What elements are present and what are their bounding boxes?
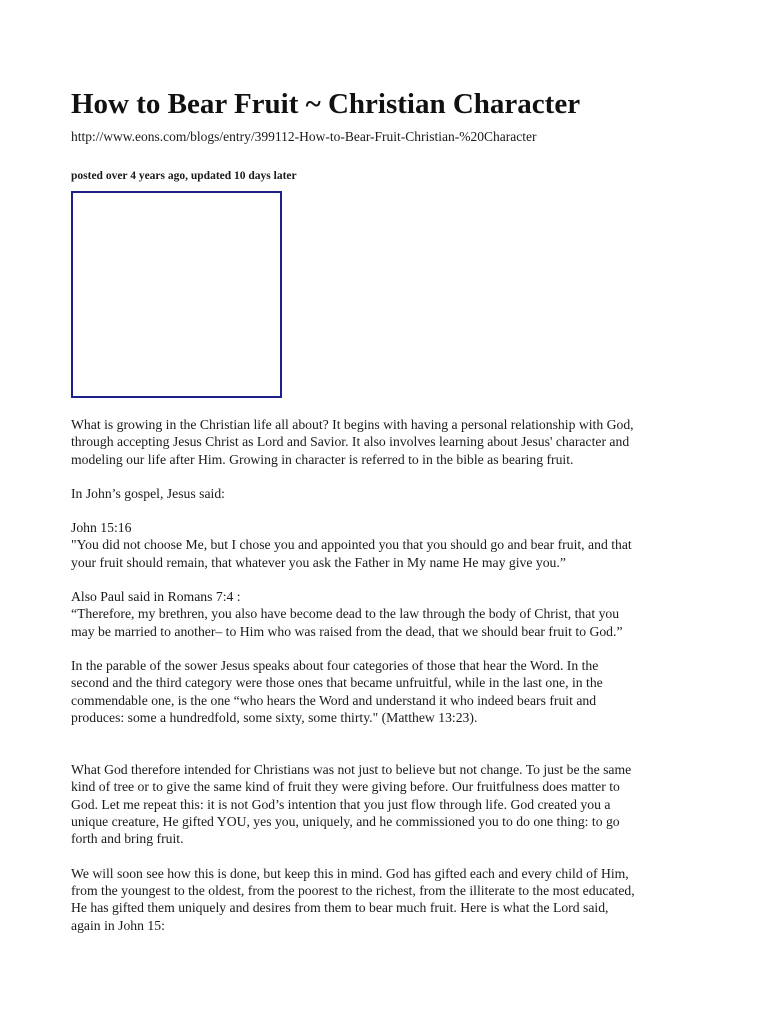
document-title: How to Bear Fruit ~ Christian Character [71,88,581,120]
paragraph [71,761,697,847]
post-meta: posted over 4 years ago, updated 10 days later [71,170,297,182]
text-line: kind of tree or to give the same kind of fruit they were giving before. Our fruitfulness does matter to [71,779,620,795]
paragraph [71,485,697,502]
text-line: from the youngest to the oldest, from the poorest to the richest, from the illiterate to the most educated, [71,882,635,898]
text-line: "You did not choose Me, but I chose you and appointed you that you should go and bear fruit, and that [71,537,632,553]
text-line: What God therefore intended for Christians was not just to believe but not change. To just be the same [71,762,632,778]
text-line: second and the third category were those ones that became unfruitful, while in the last one, in the [71,675,603,691]
text-line: “Therefore, my brethren, you also have become dead to the law through the body of Christ, that you [71,606,620,622]
text-line: forth and bring fruit. [71,831,184,847]
text-line: again in John 15: [71,917,165,933]
text-line: your fruit should remain, that whatever you ask the Father in My name He may give you.” [71,554,566,570]
text-line: produces: some a hundredfold, some sixty, some thirty." (Matthew 13:23). [71,709,478,725]
text-line: may be married to another– to Him who was raised from the dead, that we should bear fruit to God.” [71,623,623,639]
text-line: In John’s gospel, Jesus said: [71,485,225,501]
paragraph [71,588,697,640]
paragraph [71,416,697,468]
text-line: unique creature, He gifted YOU, yes you, uniquely, and he commissioned you to do one thing: to go [71,814,620,830]
text-line: We will soon see how this is done, but keep this in mind. God has gifted each and every child of Him, [71,865,629,881]
text-line: What is growing in the Christian life all about? It begins with having a personal relationship with God, [71,417,634,432]
text-line: through accepting Jesus Christ as Lord and Savior. It also involves learning about Jesus' character and [71,434,630,450]
image-placeholder [71,191,282,398]
paragraph [71,519,697,571]
text-line: Also Paul said in Romans 7:4 : [71,589,241,605]
paragraph [71,657,697,726]
text-line: John 15:16 [71,520,132,536]
text-line: He has gifted them uniquely and desires from them to bear much fruit. Here is what the Lord said, [71,900,609,916]
text-line: modeling our life after Him. Growing in character is referred to in the bible as bearing fruit. [71,451,574,467]
paragraph [71,865,697,934]
text-line: In the parable of the sower Jesus speaks about four categories of those that hear the Word. In the [71,657,599,673]
text-line: God. Let me repeat this: it is not God’s intention that you just flow through life. God created you a [71,796,611,812]
text-line: commendable one, is the one “who hears the Word and understand it who indeed bears fruit and [71,692,597,708]
source-url: http://www.eons.com/blogs/entry/399112-How-to-Bear-Fruit-Christian-%20Character [71,129,537,144]
article-body [71,399,697,934]
